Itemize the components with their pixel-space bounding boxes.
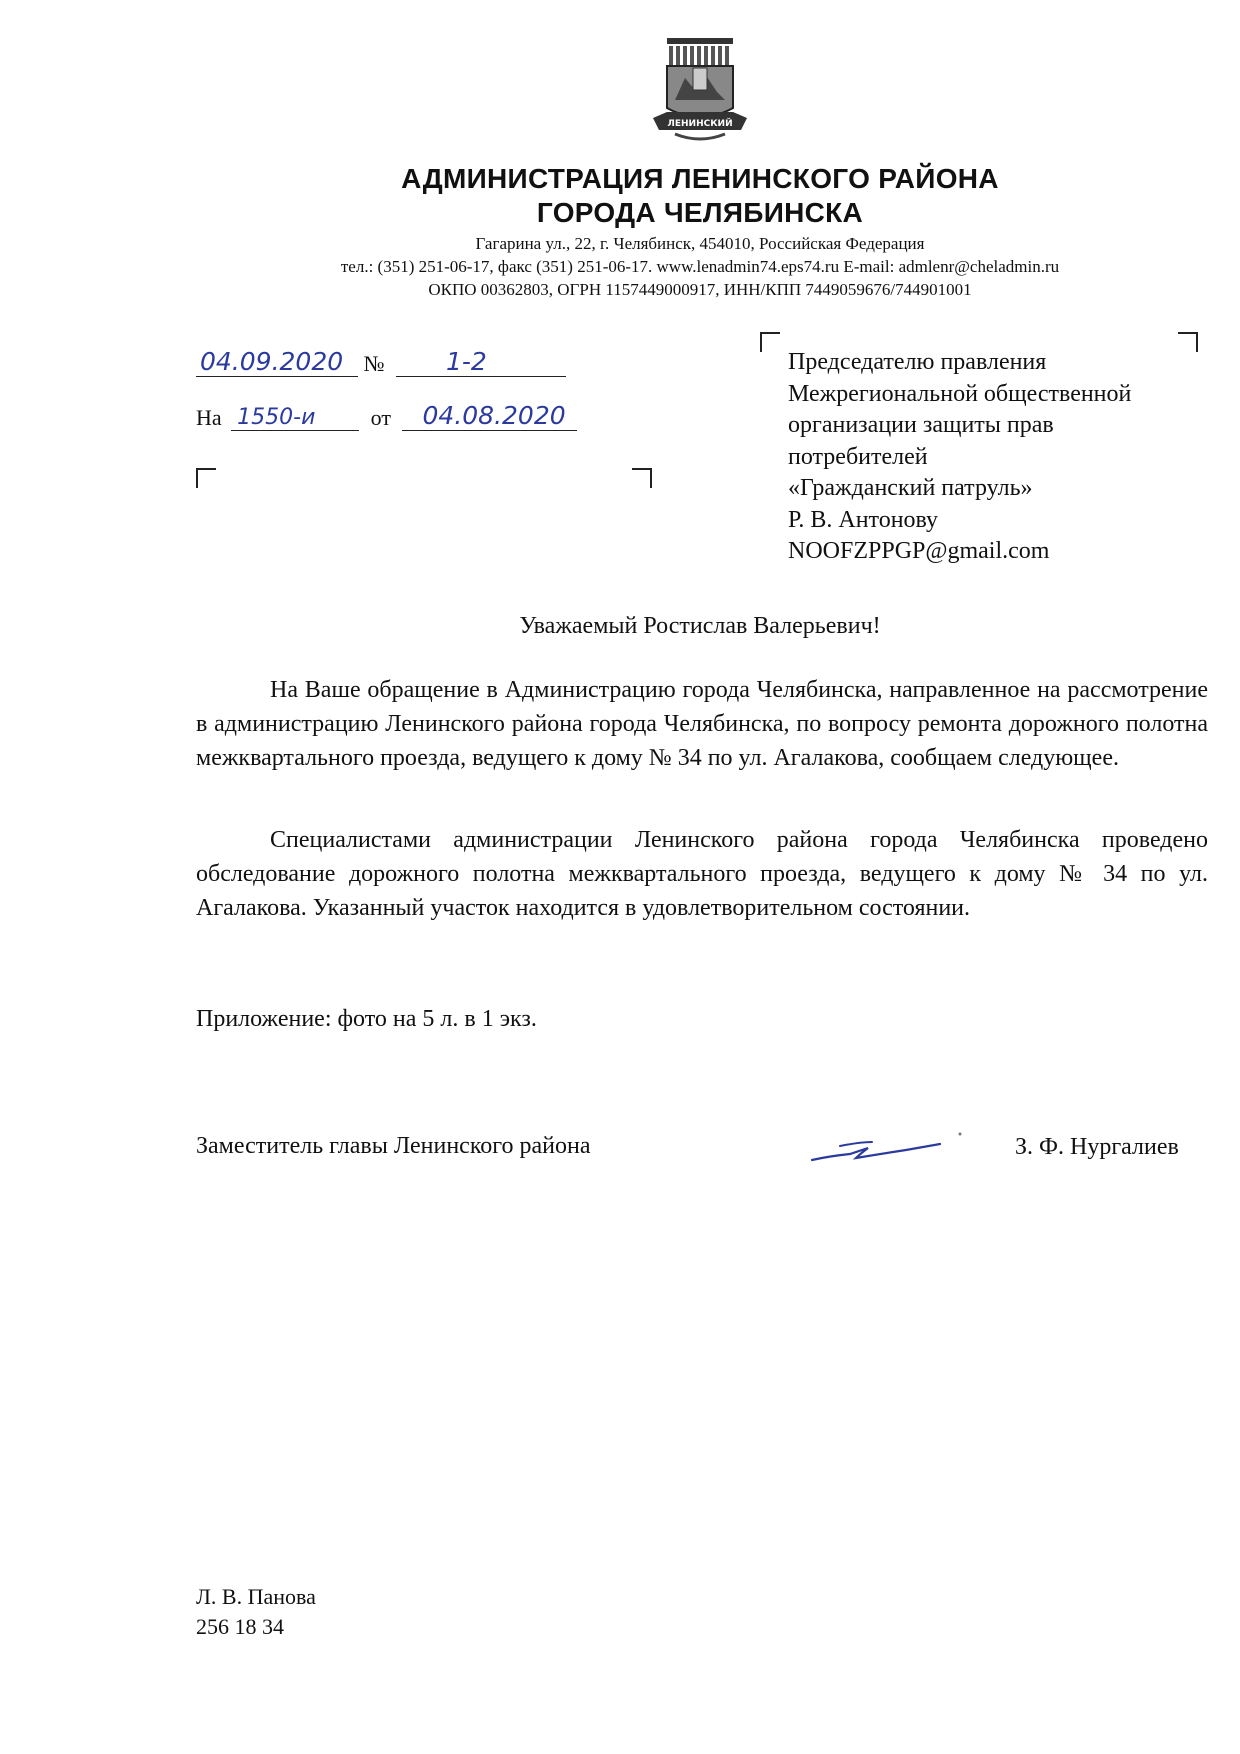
recipient-line: Р. В. Антонову — [788, 506, 939, 533]
recipient-line: Межрегиональной общественной — [788, 380, 1132, 407]
left-block-corner-tl — [196, 468, 216, 488]
body-paragraph-1: На Ваше обращение в Администрацию города Челябинска, направленное на рассмотрение в администрацию Ленинского района города Челябинска, по вопросу ремонта дорожного полотна межквартального проезда, ведущего к дому № 34 по ул. Агалакова, сообщаем следующее. — [196, 677, 1208, 771]
address-block-corner-tl — [760, 332, 780, 352]
org-title-line2: ГОРОДА ЧЕЛЯБИНСКА — [536, 197, 864, 228]
emblem-label: ЛЕНИНСКИЙ — [667, 119, 733, 129]
from-label: от — [370, 405, 391, 430]
outgoing-number-row — [196, 346, 566, 377]
reply-date: 04.08.2020 — [422, 401, 566, 430]
recipient-line: Председателю правления — [788, 349, 1047, 375]
outgoing-number-field — [396, 346, 566, 377]
coat-of-arms-emblem — [645, 30, 755, 150]
executor-phone: 256 18 34 — [196, 1614, 284, 1639]
attachment-note: Приложение: фото на 5 л. в 1 экз. — [196, 1006, 537, 1032]
executor-name: Л. В. Панова — [196, 1584, 316, 1609]
left-block-corner-tr — [632, 468, 652, 488]
reply-number: 1550-и — [237, 405, 316, 430]
recipient-email: NOOFZPPGP@gmail.com — [788, 538, 1050, 564]
reply-date-field — [402, 400, 577, 431]
recipient-line: «Гражданский патруль» — [788, 475, 1033, 501]
outgoing-date-field — [196, 346, 358, 377]
outgoing-number: 1-2 — [446, 347, 487, 376]
signer-name: З. Ф. Нургалиев — [1015, 1134, 1179, 1160]
reply-reference-row — [196, 400, 577, 431]
body-paragraph-2: Специалистами администрации Ленинского района города Челябинска проведено обследование дорожного полотна межквартального проезда, ведущего к дому № 34 по ул. Агалакова. Указанный участок находится в удовлетворительном состоянии. — [196, 827, 1208, 921]
org-title-line1: АДМИНИСТРАЦИЯ ЛЕНИНСКОГО РАЙОНА — [401, 163, 999, 194]
number-label: № — [363, 351, 385, 376]
outgoing-date: 04.09.2020 — [200, 347, 344, 376]
recipient-line: организации защиты прав — [788, 412, 1054, 438]
org-contacts: тел.: (351) 251-06-17, факс (351) 251-06-17. www.lenadmin74.eps74.ru E-mail: admlenr@cheladmin.ru — [340, 257, 1060, 276]
reply-number-field — [231, 400, 359, 431]
reply-label: На — [196, 405, 222, 430]
org-address: Гагарина ул., 22, г. Челябинск, 454010, Российская Федерация — [475, 234, 925, 253]
signer-title: Заместитель главы Ленинского района — [196, 1133, 591, 1159]
greeting: Уважаемый Ростислав Валерьевич! — [519, 613, 881, 639]
recipient-block — [788, 347, 1208, 568]
org-registry: ОКПО 00362803, ОГРН 1157449000917, ИНН/КПП 7449059676/744901001 — [428, 280, 972, 299]
recipient-line: потребителей — [788, 443, 928, 470]
handwritten-signature — [810, 1128, 970, 1178]
